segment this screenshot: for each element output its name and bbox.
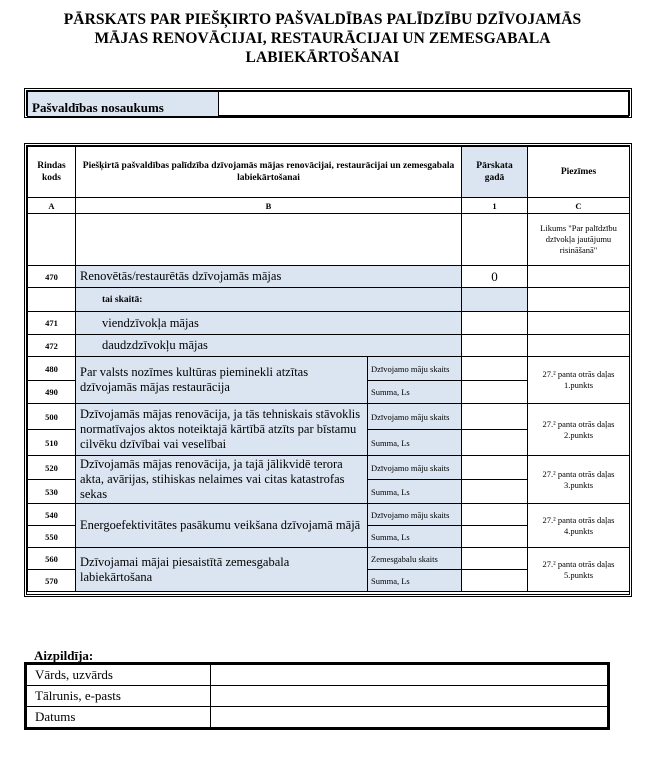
- municipality-label: Pašvaldības nosaukums: [28, 92, 219, 117]
- row-500-note: 27.² panta otrās daļas 2.punkts: [528, 404, 630, 456]
- row-490-code: 490: [28, 381, 76, 404]
- row-470-label: Renovētās/restaurētās dzīvojamās mājas: [76, 266, 462, 288]
- filler-name-label: Vārds, uzvārds: [27, 665, 211, 686]
- row-500-label: Dzīvojamās mājas renovācija, ja tās tehniskais stāvoklis normatīvajos aktos noteiktajā kārtībā atzīts par bīstamu cilvēku dzīvībai vai veselībai: [76, 404, 368, 456]
- report-table: [27, 146, 630, 592]
- row-500-value[interactable]: [462, 404, 528, 430]
- row-570-code: 570: [28, 570, 76, 592]
- row-520-sublabel: Dzīvojamo māju skaits: [368, 456, 462, 480]
- row-560-code: 560: [28, 548, 76, 570]
- row-560-value[interactable]: [462, 548, 528, 570]
- row-490-sublabel: Summa, Ls: [368, 381, 462, 404]
- letter-1: 1: [462, 198, 528, 214]
- row-560-sublabel: Zemesgabalu skaits: [368, 548, 462, 570]
- row-500-sublabel: Dzīvojamo māju skaits: [368, 404, 462, 430]
- row-510-value[interactable]: [462, 430, 528, 456]
- tai-skaita-label: tai skaitā:: [76, 288, 462, 312]
- empty-code-cell: [28, 214, 76, 266]
- title-line-3: LABIEKĀRTOŠANAI: [245, 49, 400, 66]
- title-line-1: PĀRSKATS PAR PIEŠĶIRTO PAŠVALDĪBAS PALĪDZĪBU DZĪVOJAMĀS: [63, 11, 582, 28]
- row-530-value[interactable]: [462, 480, 528, 504]
- row-540-value[interactable]: [462, 504, 528, 526]
- municipality-box: [24, 88, 632, 118]
- row-540-note: 27.² panta otrās daļas 4.punkts: [528, 504, 630, 548]
- row-520-value[interactable]: [462, 456, 528, 480]
- tai-skaita-note: [528, 288, 630, 312]
- row-471-note: [528, 312, 630, 335]
- row-510-code: 510: [28, 430, 76, 456]
- tai-skaita-value: [462, 288, 528, 312]
- row-490-value[interactable]: [462, 381, 528, 404]
- row-540-sublabel: Dzīvojamo māju skaits: [368, 504, 462, 526]
- row-560-label: Dzīvojamai mājai piesaistītā zemesgabala labiekārtošana: [76, 548, 368, 592]
- row-470-note: [528, 266, 630, 288]
- row-570-value[interactable]: [462, 570, 528, 592]
- row-560-note: 27.² panta otrās daļas 5.punkts: [528, 548, 630, 592]
- report-title: [0, 10, 645, 67]
- row-530-sublabel: Summa, Ls: [368, 480, 462, 504]
- row-550-sublabel: Summa, Ls: [368, 526, 462, 548]
- row-472-note: [528, 335, 630, 357]
- filler-name-input[interactable]: [211, 665, 608, 686]
- filler-table-frame: [24, 662, 610, 730]
- row-470-value[interactable]: 0: [462, 266, 528, 288]
- row-480-code: 480: [28, 357, 76, 381]
- row-472-value[interactable]: [462, 335, 528, 357]
- tai-skaita-code: [28, 288, 76, 312]
- row-500-code: 500: [28, 404, 76, 430]
- row-472-code: 472: [28, 335, 76, 357]
- header-notes: Piezīmes: [528, 147, 630, 198]
- filler-heading: Aizpildīja:: [34, 648, 94, 663]
- municipality-input[interactable]: [219, 92, 629, 117]
- row-570-sublabel: Summa, Ls: [368, 570, 462, 592]
- filler-phone-input[interactable]: [211, 686, 608, 707]
- row-471-code: 471: [28, 312, 76, 335]
- row-471-value[interactable]: [462, 312, 528, 335]
- letter-b: B: [76, 198, 462, 214]
- row-471-label: viendzīvokļa mājas: [76, 312, 462, 335]
- header-reporting-year: Pārskata gadā: [462, 147, 528, 198]
- row-520-label: Dzīvojamās mājas renovācija, ja tajā jālikvidē terora akta, avārijas, stihiskas nelaimes vai citas katastrofas sekas: [76, 456, 368, 504]
- row-540-label: Energoefektivitātes pasākumu veikšana dzīvojamā mājā: [76, 504, 368, 548]
- header-row-code: Rindas kods: [28, 147, 76, 198]
- row-510-sublabel: Summa, Ls: [368, 430, 462, 456]
- row-470-code: 470: [28, 266, 76, 288]
- row-472-label: daudzdzīvokļu mājas: [76, 335, 462, 357]
- report-table-frame: [24, 143, 632, 597]
- letter-a: A: [28, 198, 76, 214]
- row-540-code: 540: [28, 504, 76, 526]
- filler-date-input[interactable]: [211, 707, 608, 728]
- header-description: Piešķirtā pašvaldības palīdzība dzīvojamās mājas renovācijai, restaurācijai un zemesgabala labiekārtošanai: [76, 147, 462, 198]
- title-line-2: MĀJAS RENOVĀCIJAI, RESTAURĀCIJAI UN ZEMESGABALA: [94, 30, 551, 47]
- filler-date-label: Datums: [27, 707, 211, 728]
- row-480-note: 27.² panta otrās daļas 1.punkts: [528, 357, 630, 404]
- letter-c: C: [528, 198, 630, 214]
- empty-year-cell: [462, 214, 528, 266]
- filler-table: [26, 664, 608, 728]
- row-530-code: 530: [28, 480, 76, 504]
- row-480-sublabel: Dzīvojamo māju skaits: [368, 357, 462, 381]
- row-520-note: 27.² panta otrās daļas 3.punkts: [528, 456, 630, 504]
- row-550-code: 550: [28, 526, 76, 548]
- row-480-label: Par valsts nozīmes kultūras pieminekli atzītas dzīvojamās mājas restaurācija: [76, 357, 368, 404]
- row-520-code: 520: [28, 456, 76, 480]
- empty-desc-cell: [76, 214, 462, 266]
- filler-phone-label: Tālrunis, e-pasts: [27, 686, 211, 707]
- row-480-value[interactable]: [462, 357, 528, 381]
- row-550-value[interactable]: [462, 526, 528, 548]
- law-note: Likums "Par palīdzību dzīvokļa jautājumu risināšanā": [528, 214, 630, 266]
